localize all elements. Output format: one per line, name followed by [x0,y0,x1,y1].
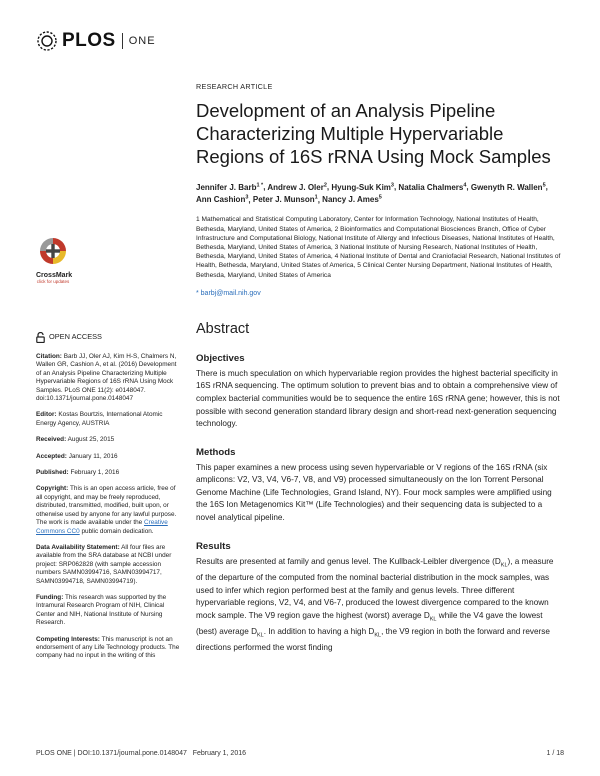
logo-journal: ONE [128,35,156,47]
data-availability-text: All four files are available from the SRA database at NCBI under project: SRP062828 (with sample accession numbers SAMN03994716, SAMN03994717, SAMN03994718, SAMN03994719). [36,543,172,585]
methods-text: This paper examines a new process using seven hypervariable or V regions of the 16S rRNA (six amplicons: V2, V3, V4, V6-7, V8, and V9) processed simultaneously on the Ion Torrent Personal Genome Machine (Life Technologies, Grand Island, NY). Four mock samples were amplified using the 16S Ion Metagenomics Kit™ (Life Technologies) and their sequencing data is subjected to a novel analytical pipeline. [196,462,552,523]
competing-interests-block [36,636,180,661]
page-number: 1 / 18 [546,750,564,757]
objectives-heading: Objectives [196,352,245,364]
article-type: RESEARCH ARTICLE [196,82,273,91]
article-info-sidebar [36,332,180,669]
affiliation: 4 National Institute of Dental and Craniofacial Research, National Institutes of Health, Bethesda, Maryland, United States of America, [196,253,561,270]
received-label: Received: [36,436,67,444]
received-date: August 25, 2015 [67,436,115,444]
abstract-heading: Abstract [196,320,250,337]
editor-block [36,411,180,428]
published-date: February 1, 2016 [70,469,120,477]
affiliation: 1 Mathematical and Statistical Computing Laboratory, Center for Information Technology, National Institutes of Health, Bethesda, Maryland, United States of America, [196,216,539,233]
author-list: Jennifer J. Barb$^{1 *}$, Andrew J. Oler$^2$, Hyung-Suk Kim$^3$, Natalia Chalmers$^4$, Gwenyth R. Wallen$^5$, Ann Cashion$^3$, Peter J. Munson$^1$, Nancy J. Ames$^5$ [196,182,548,205]
author[interactable]: Nancy J. Ames$^5$ [322,194,382,205]
copyright-block [36,485,180,535]
received-block [36,436,180,444]
plos-logo-icon [36,30,58,52]
open-lock-icon [36,332,45,343]
citation-text: Barb JJ, Oler AJ, Kim H-S, Chalmers N, Wallen GR, Cashion A, et al. (2016) Development of an Analysis Pipeline Characterizing Multiple Hypervariable Regions of 16S rRNA Using Mock Samples. PLoS ONE 11(2): e0148047. doi:10.1371/journal.pone.0148047 [36,353,177,403]
funding-text: This research was supported by the Intramural Research Program of NIH, Clinical Center and NIH, National Institute of Nursing Research. [36,593,167,627]
copyright-text-post: public domain dedication. [79,527,154,535]
author[interactable]: Jennifer J. Barb$^{1 *}$ [196,182,264,192]
affiliation: 3 National Institute of Nursing Research, National Institutes of Health, Bethesda, Maryland, United States of America, [196,243,538,261]
crossmark-subtitle: click for updates [36,279,70,284]
competing-interests-text: This manuscript is not an endorsement of any Life Technology products. The company had no input in the writing of this [36,635,180,660]
logo-divider [122,33,123,49]
data-availability-label: Data Availability Statement: [36,543,120,551]
corresponding-email-link[interactable]: * barbj@mail.nih.gov [196,289,261,297]
funding-label: Funding: [36,593,64,601]
author[interactable]: Hyung-Suk Kim$^3$ [331,182,394,192]
logo-text: PLOS [62,30,116,51]
affiliations [196,215,562,279]
citation-label: Citation: [36,353,62,360]
cc0-license-link[interactable]: Creative Commons CC0 [36,519,168,535]
funding-block [36,594,180,628]
page-footer [36,750,564,757]
results-heading: Results [196,540,231,552]
editor-text: Kostas Bourtzis, International Atomic Energy Agency, AUSTRIA [36,411,163,427]
open-access-badge [36,332,180,343]
crossmark-icon [38,236,68,266]
author[interactable]: Ann Cashion$^3$ [196,194,249,205]
published-block [36,469,180,477]
crossmark-title: CrossMark [36,272,73,279]
author[interactable]: Gwenyth R. Wallen$^5$ [470,182,546,192]
accepted-block [36,453,180,461]
results-text: Results are presented at family and genus level. The Kullback-Leibler divergence $(D_{KL})$, a measure of the departure of the computed from the nominal bacterial distribution in the mock samples, was used to infer which region performed best at the family and genus levels. Three different hypervariable regions, V2, V4, and V6-7, produced the lowest divergence compared to the known mock sample. The V9 region gave the highest (worst) average $D_{KL}$ while the V4 gave the lowest (best) average $D_{KL}$. In addition to having a high $D_{KL}$, the V9 region in both the forward and reverse directions performed the worst finding [196,556,554,653]
competing-interests-label: Competing Interests: [36,635,100,643]
copyright-text-pre: This is an open access article, free of all copyright, and may be freely reproduced, distributed, transmitted, modified, built upon, or otherwise used by anyone for any lawful purpose. The work is made available under the [36,485,177,527]
accepted-date: January 11, 2016 [68,452,118,460]
affiliation: 5 Clinical Center Nursing Department, National Institutes of Health, Bethesda, Maryland, United States of America [196,262,553,279]
article-title: Development of an Analysis Pipeline Characterizing Multiple Hypervariable Regions of 16S rRNA Using Mock Samples [196,100,551,167]
author[interactable]: Andrew J. Oler$^2$ [267,182,327,192]
open-access-label: OPEN ACCESS [49,332,102,342]
accepted-label: Accepted: [36,452,67,460]
editor-label: Editor: [36,411,57,419]
objectives-text: There is much speculation on which hypervariable region provides the highest bacterial specificity in 16S rRNA sequencing. The optimum solution to prevent bias and to obtain a comprehensive view of complex bacterial communities would be to sequence the entire 16S rRNA gene; however, this is not possible with second generation standard library design and short-read next-generation sequencing technology. [196,368,560,429]
data-availability-block [36,544,180,586]
plos-one-logo[interactable] [36,30,156,52]
affiliation: 2 Bioinformatics and Computational Biosciences Branch, Office of Cyber Infrastructure and Computational Biology, National Institute of Allergy and Infectious Diseases, National Institutes of Health, Bethesda, Maryland, United States of America, [196,225,555,251]
citation-block [36,353,180,403]
footer-citation: PLOS ONE | DOI:10.1371/journal.pone.0148047 February 1, 2016 [36,750,247,757]
methods-heading: Methods [196,446,236,458]
published-label: Published: [36,469,69,477]
copyright-label: Copyright: [36,485,69,493]
author[interactable]: Natalia Chalmers$^4$ [398,182,467,192]
author[interactable]: Peter J. Munson$^1$ [252,194,318,205]
crossmark-badge[interactable] [36,236,73,284]
article-main [196,82,562,655]
